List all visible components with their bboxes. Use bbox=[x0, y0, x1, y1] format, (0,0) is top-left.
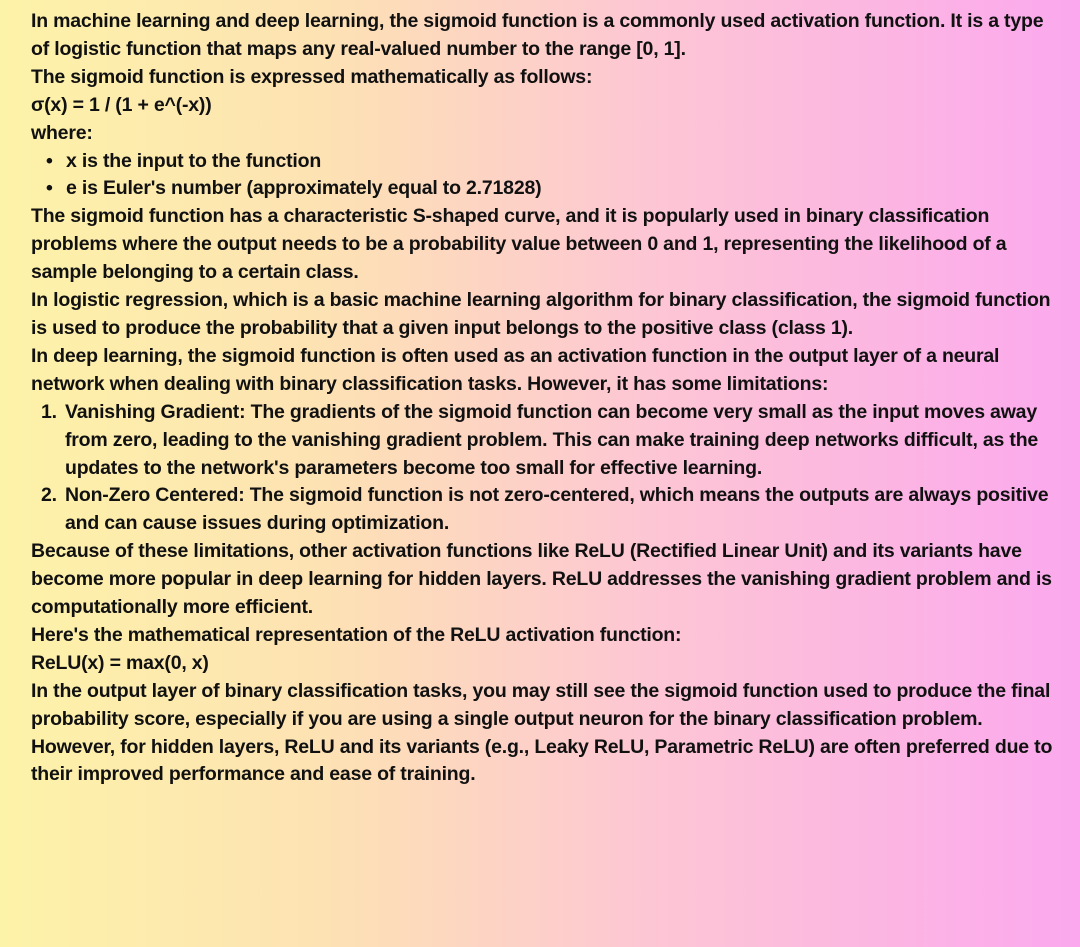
curve-paragraph: The sigmoid function has a characteristic S-shaped curve, and it is popularly used in binary classification problems where the output needs to be a probability value between 0 and 1, representing the likelihood of a sample belonging to a certain class. bbox=[31, 205, 1007, 284]
sigmoid-formula: σ(x) = 1 / (1 + e^(-x)) bbox=[31, 93, 212, 116]
list-number: 2. bbox=[41, 484, 57, 507]
document-body bbox=[31, 8, 1061, 789]
list-item bbox=[31, 399, 1061, 483]
output-layer-paragraph: In the output layer of binary classification tasks, you may still see the sigmoid function used to produce the final probability score, especially if you are using a single output neuron for the binary classification problem. However, for hidden layers, ReLU and its variants (e.g., Leaky ReLU, Parametric ReLU) are often preferred due to their improved performance and ease of training. bbox=[31, 679, 1053, 786]
limitations-list bbox=[31, 399, 1061, 539]
expressed-paragraph: The sigmoid function is expressed mathematically as follows: bbox=[31, 65, 593, 88]
relu-formula: ReLU(x) = max(0, x) bbox=[31, 651, 209, 674]
where-list bbox=[31, 148, 1061, 204]
list-item: • x is the input to the function bbox=[31, 148, 1061, 176]
where-label: where: bbox=[31, 121, 93, 144]
intro-paragraph: In machine learning and deep learning, the sigmoid function is a commonly used activation function. It is a type of logistic function that maps any real-valued number to the range [0, 1]. bbox=[31, 10, 1044, 60]
relu-intro-paragraph: Here's the mathematical representation of the ReLU activation function: bbox=[31, 623, 682, 646]
list-item-text: Non-Zero Centered: The sigmoid function is not zero-centered, which means the outputs are always positive and can cause issues during optimization. bbox=[65, 484, 1049, 535]
list-item: • e is Euler's number (approximately equal to 2.71828) bbox=[31, 175, 1061, 203]
list-number: 1. bbox=[41, 400, 57, 423]
logistic-paragraph: In logistic regression, which is a basic machine learning algorithm for binary classification, the sigmoid function is used to produce the probability that a given input belongs to the positive class (class 1). bbox=[31, 289, 1051, 339]
list-item bbox=[31, 482, 1061, 538]
because-paragraph: Because of these limitations, other activation functions like ReLU (Rectified Linear Unit) and its variants have become more popular in deep learning for hidden layers. ReLU addresses the vanishing gradient problem and is computationally more efficient. bbox=[31, 540, 1052, 619]
deep-learning-paragraph: In deep learning, the sigmoid function is often used as an activation function in the output layer of a neural network when dealing with binary classification tasks. However, it has some limitations: bbox=[31, 344, 1000, 395]
list-item-text: Vanishing Gradient: The gradients of the sigmoid function can become very small as the input moves away from zero, leading to the vanishing gradient problem. This can make training deep networks difficult, as the updates to the network's parameters become too small for effective learning. bbox=[65, 400, 1039, 479]
